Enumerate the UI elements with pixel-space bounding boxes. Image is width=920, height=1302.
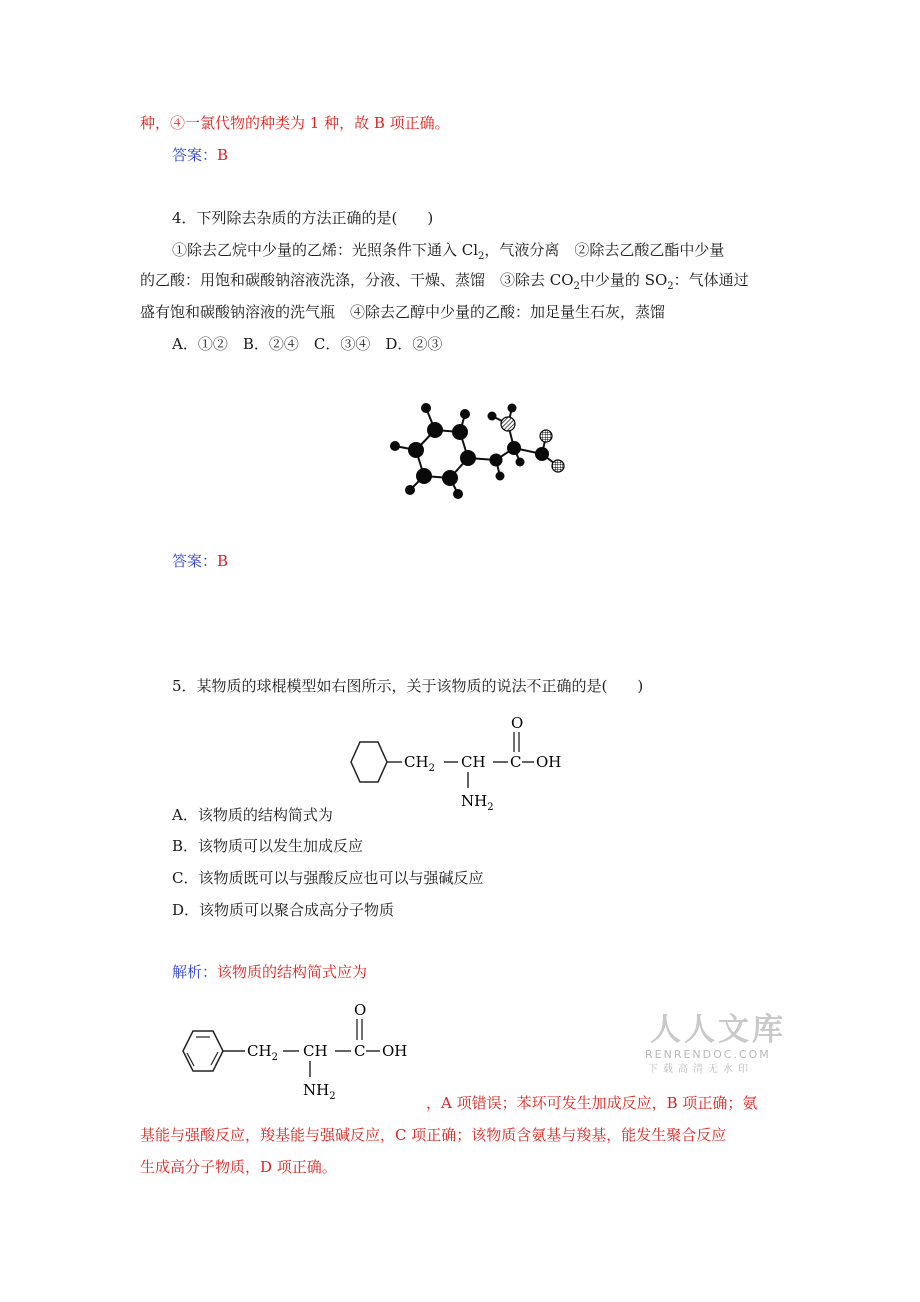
atom-hydrogen — [488, 412, 497, 421]
prev-solution-line: 种，④一氯代物的种类为 1 种，故 B 项正确。 — [140, 114, 450, 132]
q4-sub-2: 2 — [573, 281, 580, 292]
q4-text-2b: 中少量的 SO — [579, 271, 668, 289]
atom-hydrogen — [516, 458, 525, 467]
q4-stem: 4．下列除去杂质的方法正确的是( ) — [172, 209, 434, 227]
q5-option-b: B．该物质可以发生加成反应 — [172, 837, 364, 855]
q4-text-2c: ：气体通过 — [673, 271, 749, 289]
q5-option-a: A．该物质的结构简式为 — [172, 806, 333, 824]
atom-oxygen — [540, 430, 552, 442]
atom-hydrogen — [421, 403, 431, 413]
q4-text-line3: 盛有饱和碳酸钠溶液的洗气瓶 ④除去乙醇中少量的乙酸：加足量生石灰，蒸馏 — [140, 303, 666, 321]
hydroxyl-group: OH — [536, 753, 562, 771]
q4-answer — [172, 551, 228, 571]
atom-hydrogen — [460, 409, 470, 419]
ch-group: CH — [461, 753, 486, 771]
atom-hydrogen — [496, 472, 505, 481]
analysis-text: 该物质的结构简式应为 — [217, 963, 368, 981]
carbon-atom: C — [354, 1042, 366, 1060]
oxygen-atom: O — [354, 1001, 367, 1019]
structural-formula-cyclohexyl — [338, 710, 588, 820]
analysis-label: 解析： — [172, 963, 218, 981]
answer-value: B — [217, 552, 229, 570]
q4-sub-1: 2 — [478, 251, 485, 262]
analysis-line2: 基能与强酸反应，羧基能与强碱反应，C 项正确；该物质含氨基与羧基，能发生聚合反应 — [140, 1126, 727, 1144]
atom-carbon — [452, 424, 468, 440]
q4-text-2a: 的乙酸：用饱和碳酸钠溶液洗涤，分液、干燥、蒸馏 ③除去 CO — [140, 271, 574, 289]
prev-answer — [172, 145, 228, 165]
ball-stick-model-figure — [380, 392, 580, 512]
ch2-group: $CH_2$ — [404, 753, 435, 774]
atom-carbon — [535, 447, 549, 461]
atom-carbon — [416, 468, 432, 484]
hydroxyl-group: OH — [382, 1042, 408, 1060]
atom-nitrogen — [501, 417, 515, 431]
watermark-tagline: 下载高清无水印 — [648, 1064, 753, 1075]
atom-hydrogen — [390, 441, 400, 451]
atom-carbon — [490, 454, 503, 467]
q4-text-1a: ①除去乙烷中少量的乙烯：光照条件下通入 Cl — [172, 241, 479, 259]
carbon-atom: C — [510, 753, 522, 771]
answer-label: 答案： — [172, 146, 218, 164]
atom-carbon — [427, 422, 443, 438]
q4-sub-3: 2 — [667, 281, 674, 292]
atom-carbon — [442, 470, 458, 486]
ch2-group: $CH_2$ — [247, 1042, 278, 1063]
oxygen-atom: O — [511, 714, 524, 732]
q5-option-d: D．该物质可以聚合成高分子物质 — [172, 901, 395, 919]
atom-carbon — [507, 441, 521, 455]
amino-group: $NH_2$ — [461, 792, 494, 813]
atom-hydrogen — [453, 489, 463, 499]
structural-formula-benzyl — [175, 995, 435, 1110]
atom-oxygen — [552, 460, 564, 472]
answer-value: B — [217, 146, 229, 164]
q5-stem: 5．某物质的球棍模型如右图所示，关于该物质的说法不正确的是( ) — [172, 677, 644, 695]
q5-option-c: C．该物质既可以与强酸反应也可以与强碱反应 — [172, 869, 484, 887]
q4-text-line2 — [140, 270, 749, 297]
q4-text-1b: ，气液分离 ②除去乙酸乙酯中少量 — [484, 241, 725, 259]
q4-text-line1 — [172, 240, 724, 267]
analysis-line3: 生成高分子物质，D 项正确。 — [140, 1158, 337, 1176]
atom-carbon — [460, 450, 476, 466]
watermark-logo-text: 人人文库 — [650, 1012, 786, 1048]
amino-group: $NH_2$ — [303, 1081, 336, 1102]
atom-hydrogen — [508, 404, 517, 413]
ch-group: CH — [303, 1042, 328, 1060]
analysis-line1: ，A 项错误；苯环可发生加成反应，B 项正确；氨 — [426, 1094, 758, 1112]
q4-options: A．①② B．②④ C．③④ D．②③ — [172, 335, 443, 353]
atom-hydrogen — [405, 485, 415, 495]
answer-label: 答案： — [172, 552, 218, 570]
analysis-intro — [172, 962, 367, 982]
watermark-url: RENRENDOC.COM — [645, 1048, 771, 1061]
atom-carbon — [408, 442, 424, 458]
cyclohexane-ring — [351, 742, 387, 782]
